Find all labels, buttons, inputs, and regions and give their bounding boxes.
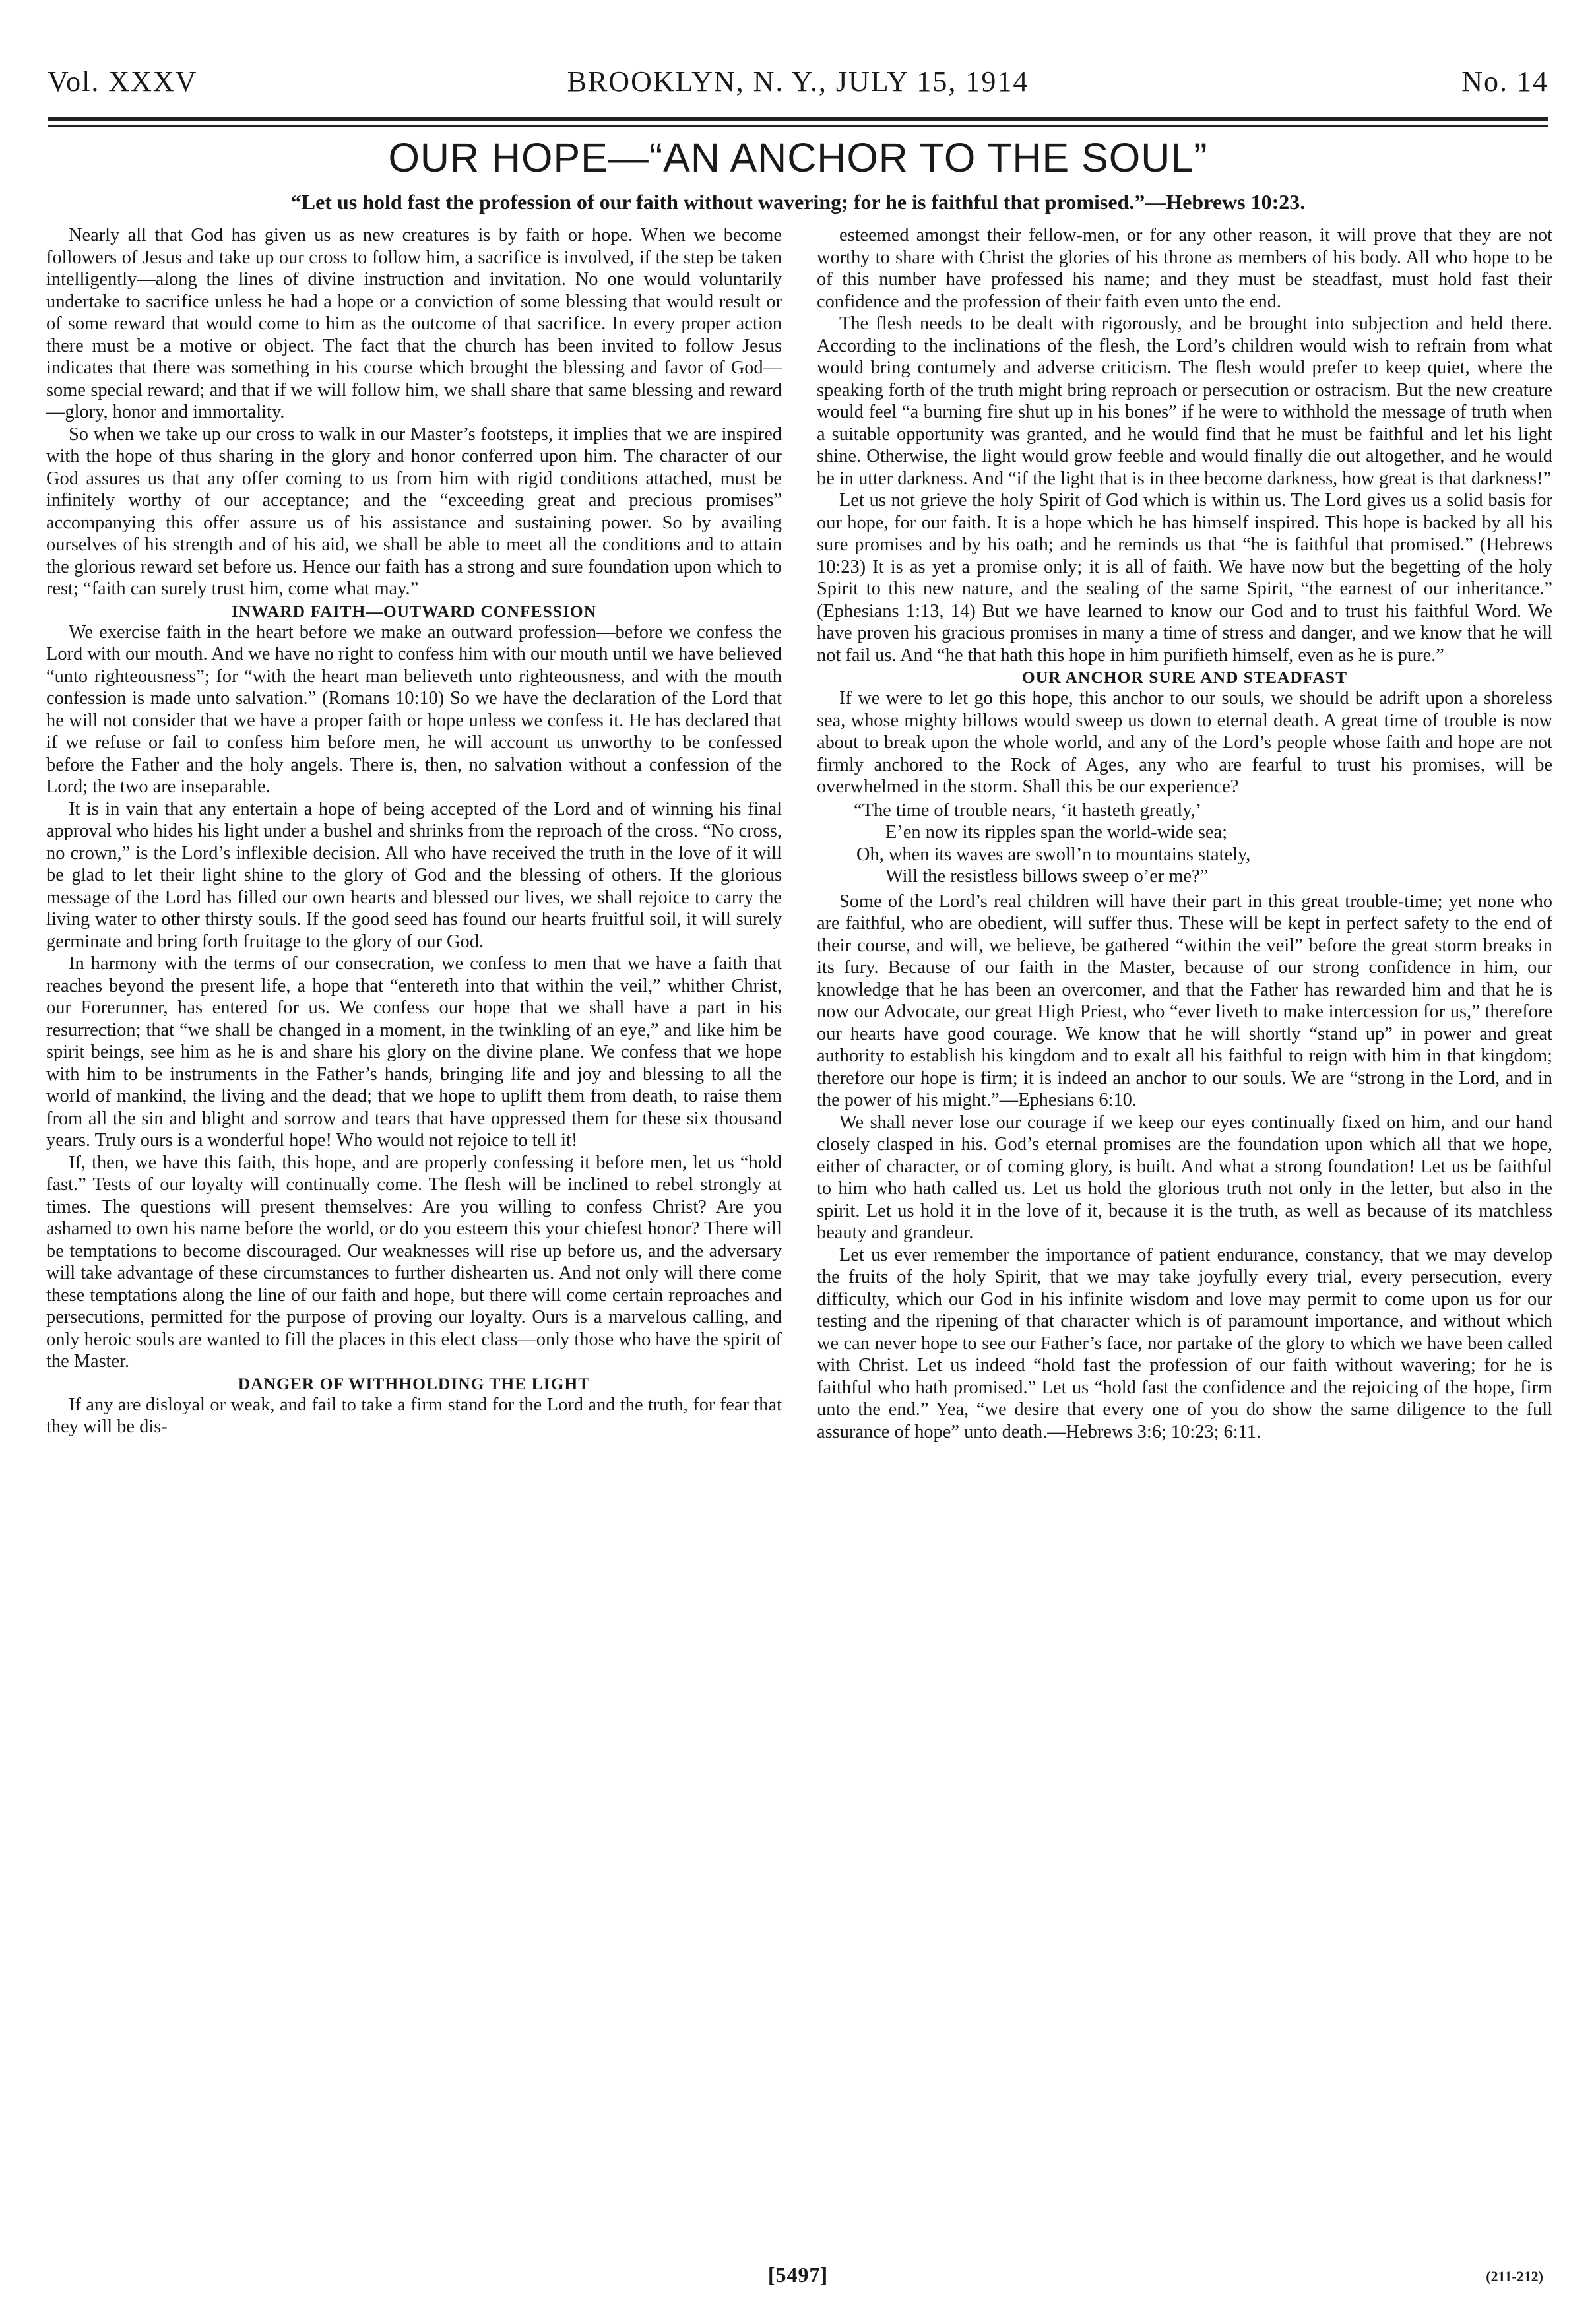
- masthead: [48, 65, 1548, 112]
- volume-label: Vol. XXXV: [48, 65, 198, 98]
- paragraph: In harmony with the terms of our consecration, we confess to men that we have a faith that reaches beyond the present life, a hope that “entereth into that within the veil,” whither Christ, our Forerunner, has entered for us. We confess our hope that we shall have a part in his resurrection; that “we shall be changed in a moment, in the twinkling of an eye,” and like him be spirit beings, see him as he is and share his glory on the divine plane. We confess that we hope with him to be instruments in the Father’s hands, bringing life and joy and blessing to all the world of mankind, the living and the dead; that we hope to uplift them from death, to raise them from all the sin and blight and sorrow and tears that have oppressed them for these six thousand years. Truly ours is a wonderful hope! Who would not rejoice to tell it!: [46, 953, 782, 1151]
- poem-line: E’en now its ripples span the world-wide sea;: [885, 822, 1228, 842]
- place-date-label: BROOKLYN, N. Y., JULY 15, 1914: [567, 65, 1029, 98]
- poem-stanza: [817, 800, 1552, 888]
- paragraph: It is in vain that any entertain a hope of being accepted of the Lord and of winning his final approval who hides his light under a bushel and shrinks from the reproach of the cross. “No cross, no crown,” is the Lord’s inflexible decision. All who have received the truth in the love of it will be glad to let their light shine to the glory of God and the blessing of others. If the glorious message of the Lord has filled our own hearts and blessed our lives, we shall rejoice to carry the living water to other thirsty souls. If the good seed has found our hearts fruitful soil, it will surely germinate and bring forth fruitage to the glory of our God.: [46, 798, 782, 952]
- paragraph: So when we take up our cross to walk in our Master’s footsteps, it implies that we are inspired with the hope of thus sharing in the glory and honor conferred upon him. The character of our God assures us that any offer coming to us from him with rigid conditions attached, must be infinitely worthy of our acceptance; and the “exceeding great and precious promises” accompanying this offer assure us of his assistance and sustaining power. So by availing ourselves of his strength and of his aid, we shall be able to meet all the conditions and to attain the glorious reward set before us. Hence our faith has a strong and sure foundation upon which to rest; “faith can surely trust him, come what may.”: [46, 424, 782, 599]
- header-rule-thin: [48, 125, 1548, 127]
- page-number: [5497]: [767, 2263, 829, 2287]
- section-heading: OUR ANCHOR SURE AND STEADFAST: [1021, 668, 1348, 687]
- page-code: (211-212): [1486, 2268, 1543, 2285]
- poem-line: “The time of trouble nears, ‘it hasteth greatly,’: [854, 800, 1202, 821]
- paragraph: We shall never lose our courage if we keep our eyes continually fixed on him, and our hand closely clasped in his. God’s eternal promises are the foundation upon which all that we hope, either of character, or of coming glory, is built. And what a strong foundation! Let us be faithful to him who hath called us. Let us hold the glorious truth not only in the letter, but also in the spirit. Let us hold it in the love of it, because it is the truth, as well as because of its matchless beauty and grandeur.: [817, 1112, 1552, 1243]
- section-heading: DANGER OF WITHHOLDING THE LIGHT: [238, 1374, 591, 1393]
- article-title: OUR HOPE—“AN ANCHOR TO THE SOUL”: [388, 135, 1208, 180]
- paragraph: Some of the Lord’s real children will have their part in this great trouble-time; yet none who are faithful, who are obedient, will suffer thus. These will be kept in perfect safety to the end of their course, and will, we believe, be gathered “within the veil” before the great storm breaks in its fury. Because of our faith in the Master, because of our strong confidence in him, our knowledge that he has been an overcomer, and that the Father has rewarded him and that he is now our Advocate, our great High Priest, who “ever liveth to make intercession for us,” therefore our hearts have good courage. We know that he will shortly “stand up” in power and great authority to establish his kingdom and to exalt all his faithful to reign with him in that kingdom; therefore our hope is firm; it is indeed an anchor to our souls. We are “strong in the Lord, and in the power of his might.”—Ephesians 6:10.: [817, 891, 1552, 1110]
- paragraph: esteemed amongst their fellow-men, or for any other reason, it will prove that they are not worthy to share with Christ the glories of his throne as members of his body. All who hope to be of this number have professed his name; and they must be steadfast, must hold fast their confidence and the profession of their faith even unto the end.: [817, 225, 1552, 312]
- issue-number-label: No. 14: [1461, 65, 1548, 98]
- article-epigraph: “Let us hold fast the profession of our faith without wavering; for he is faithful that promised.”—Hebrews 10:23.: [290, 190, 1306, 214]
- left-column: [46, 224, 782, 1438]
- header-rule-thick: [48, 117, 1548, 121]
- paragraph: Nearly all that God has given us as new creatures is by faith or hope. When we become followers of Jesus and take up our cross to follow him, a sacrifice is involved, if the step be taken intelligently—along the lines of divine instruction and invitation. No one would voluntarily undertake to sacrifice unless he had a hope or a conviction of some blessing that would result or of some reward that would come to him as the outcome of that sacrifice. In every proper action there must be a motive or object. The fact that the church has been invited to follow Jesus indicates that there was something in his course which brought the blessing and favor of God—some special reward; and that if we will follow him, we shall share that same blessing and reward—glory, honor and immortality.: [46, 225, 782, 422]
- paragraph: We exercise faith in the heart before we make an outward profession—before we confess the Lord with our mouth. And we have no right to confess him with our mouth until we have believed “unto righteousness”; for “with the heart man believeth unto righteousness, and with the mouth confession is made unto salvation.” (Romans 10:10) So we have the declaration of the Lord that he will not consider that we have a proper faith or hope unless we confess it. He has declared that if we refuse or fail to confess him before men, he will account us unworthy to be confessed before the Father and the holy angels. There is, then, no salvation without a confession of the Lord; the two are inseparable.: [46, 621, 782, 797]
- section-heading: INWARD FAITH—OUTWARD CONFESSION: [231, 601, 597, 621]
- right-column: [817, 224, 1552, 1443]
- poem-line: Oh, when its waves are swoll’n to mountains stately,: [856, 844, 1251, 865]
- poem-line: Will the resistless billows sweep o’er me?”: [885, 866, 1209, 887]
- paragraph: Let us ever remember the importance of patient endurance, constancy, that we may develop the fruits of the holy Spirit, that we may take joyfully every trial, every persecution, every difficulty, which our God in his infinite wisdom and love may permit to come upon us for our testing and the ripening of that character which is of paramount importance, and without which we can never hope to see our Father’s face, nor partake of the glory to which we have been called with Christ. Let us indeed “hold fast the profession of our faith without wavering; for he is faithful who hath promised.” Let us “hold fast the confidence and the rejoicing of the hope, firm unto the end.” Yea, “we desire that every one of you do show the same diligence to the full assurance of hope” unto death.—Hebrews 3:6; 10:23; 6:11.: [817, 1244, 1552, 1442]
- paragraph: If any are disloyal or weak, and fail to take a firm stand for the Lord and the truth, for fear that they will be dis-: [46, 1394, 782, 1437]
- paragraph: If, then, we have this faith, this hope, and are properly confessing it before men, let us “hold fast.” Tests of our loyalty will continually come. The flesh will be inclined to rebel strongly at times. The questions will present themselves: Are you willing to confess Christ? Are you ashamed to own his name before the world, or do you esteem this your chiefest honor? There will be temptations to become discouraged. Our weaknesses will rise up before us, and the adversary will take advantage of these circumstances to further dishearten us. And not only will there come these temptations along the line of our faith and hope, but there will come certain reproaches and persecutions, permitted for the purpose of proving our loyalty. Ours is a marvelous calling, and only heroic souls are wanted to fill the places in this elect class—only those who have the spirit of the Master.: [46, 1152, 782, 1372]
- paragraph: If we were to let go this hope, this anchor to our souls, we should be adrift upon a shoreless sea, whose mighty billows would sweep us down to eternal death. A great time of trouble is now about to break upon the whole world, and any of the Lord’s people whose faith and hope are not firmly anchored to the Rock of Ages, any who are fearful to trust his promises, will be overwhelmed in the storm. Shall this be our experience?: [817, 688, 1552, 797]
- paragraph: Let us not grieve the holy Spirit of God which is within us. The Lord gives us a solid basis for our hope, for our faith. It is a hope which he has himself inspired. This hope is backed by all his sure promises and by his oath; and he reminds us that “he is faithful that promised.” (Hebrews 10:23) It is as yet a promise only; it is all of faith. We have now but the begetting of the holy Spirit to this new nature, and the sealing of the same Spirit, “the earnest of our inheritance.” (Ephesians 1:13, 14) But we have learned to know our God and to trust his faithful Word. We have proven his gracious promises in many a time of stress and danger, and we know that he will not fail us. And “he that hath this hope in him purifieth himself, even as he is pure.”: [817, 490, 1552, 666]
- paragraph: The flesh needs to be dealt with rigorously, and be brought into subjection and held there. According to the inclinations of the flesh, the Lord’s children would wish to refrain from what would bring contumely and adverse criticism. The flesh would prefer to keep quiet, where the speaking forth of the truth might bring reproach or persecution or ostracism. But the new creature would feel “a burning fire shut up in his bones” if he were to withhold the message of truth when a suitable opportunity was granted, and he would find that he must be faithful and let his light shine. Otherwise, the light would grow feeble and would finally die out altogether, and he would be in utter darkness. And “if the light that is in thee become darkness, how great is that darkness!”: [817, 313, 1552, 489]
